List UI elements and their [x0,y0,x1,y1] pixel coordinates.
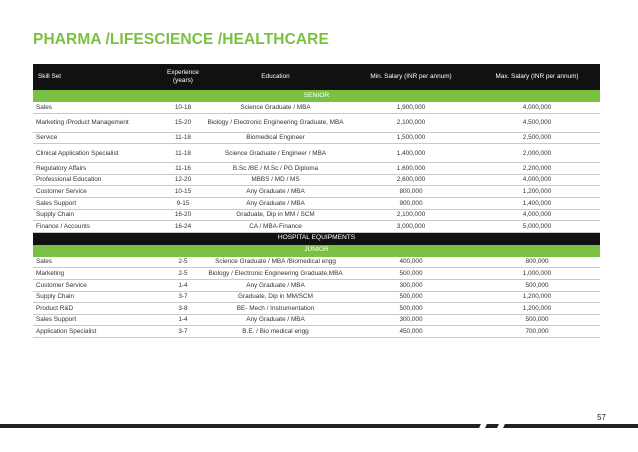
section-band-hospital-equipments [33,232,600,244]
table-header-row [33,64,600,90]
cell-max-salary: 2,000,000 [474,144,600,163]
page-number: 57 [597,413,606,422]
cell-min-salary: 900,000 [348,197,474,209]
cell-experience: 10-18 [163,102,203,114]
table-row [33,113,600,132]
footer-rule [0,424,638,428]
cell-experience: 2-5 [163,268,203,280]
header-skill-set: Skill Set [33,64,163,90]
cell-education: BE- Mech / Instrumentation [203,303,348,315]
section-band-senior [33,90,600,102]
cell-skill: Supply Chain [33,291,163,303]
cell-skill: Service [33,132,163,144]
cell-education: Any Graduate / MBA [203,279,348,291]
cell-max-salary: 500,000 [474,279,600,291]
cell-min-salary: 2,100,000 [348,113,474,132]
table-row [33,174,600,186]
cell-min-salary: 500,000 [348,268,474,280]
cell-experience: 11-18 [163,132,203,144]
cell-education: Science Graduate / MBA [203,102,348,114]
header-max-salary: Max. Salary (INR per annum) [474,64,600,90]
cell-max-salary: 1,200,000 [474,291,600,303]
cell-experience: 1-4 [163,314,203,326]
cell-max-salary: 5,000,000 [474,221,600,233]
table-row [33,326,600,338]
cell-education: Any Graduate / MBA [203,314,348,326]
table-row [33,291,600,303]
cell-max-salary: 4,000,000 [474,102,600,114]
header-experience: Experience (years) [163,64,203,90]
cell-skill: Sales [33,102,163,114]
cell-max-salary: 2,500,000 [474,132,600,144]
cell-experience: 16-20 [163,209,203,221]
cell-skill: Application Specialist [33,326,163,338]
cell-min-salary: 450,000 [348,326,474,338]
cell-min-salary: 1,400,000 [348,144,474,163]
cell-experience: 15-20 [163,113,203,132]
salary-table [33,64,600,338]
cell-education: Biology / Electronic Engineering Graduate,MBA [203,268,348,280]
cell-experience: 9-15 [163,197,203,209]
cell-max-salary: 500,000 [474,314,600,326]
cell-max-salary: 4,500,000 [474,113,600,132]
cell-experience: 12-20 [163,174,203,186]
section-label-senior: SENIOR [33,90,600,102]
cell-skill: Supply Chain [33,209,163,221]
header-education: Education [203,64,348,90]
table-row [33,303,600,315]
table-row [33,186,600,198]
cell-education: B.E. / Bio medical engg [203,326,348,338]
cell-education: MBBS / MD / MS [203,174,348,186]
cell-education: Graduate, Dip in MM / SCM [203,209,348,221]
cell-max-salary: 4,000,000 [474,209,600,221]
cell-max-salary: 800,000 [474,256,600,268]
cell-experience: 3-7 [163,291,203,303]
cell-max-salary: 1,200,000 [474,186,600,198]
table-row [33,279,600,291]
cell-min-salary: 3,000,000 [348,221,474,233]
cell-min-salary: 1,600,000 [348,163,474,175]
table-row [33,102,600,114]
cell-experience: 3-8 [163,303,203,315]
section-label-hospital-equipments: HOSPITAL EQUIPMENTS [33,232,600,244]
table-row [33,197,600,209]
cell-min-salary: 400,000 [348,256,474,268]
cell-min-salary: 500,000 [348,291,474,303]
header-min-salary: Min. Salary (INR per annum) [348,64,474,90]
cell-skill: Customer Service [33,186,163,198]
table-row [33,144,600,163]
cell-min-salary: 500,000 [348,303,474,315]
cell-skill: Clinical Application Specialist [33,144,163,163]
section-label-junior: JUNIOR [33,244,600,256]
cell-experience: 2-5 [163,256,203,268]
table-row [33,256,600,268]
cell-min-salary: 2,600,000 [348,174,474,186]
cell-skill: Sales Support [33,197,163,209]
cell-skill: Regulatory Affairs [33,163,163,175]
cell-education: Biology / Electronic Engineering Graduate, MBA [203,113,348,132]
cell-max-salary: 700,000 [474,326,600,338]
cell-education: Graduate, Dip in MM/SCM [203,291,348,303]
cell-education: Science Graduate / Engineer / MBA [203,144,348,163]
table-row [33,268,600,280]
table-row [33,209,600,221]
cell-skill: Sales Support [33,314,163,326]
cell-min-salary: 800,000 [348,186,474,198]
cell-min-salary: 1,500,000 [348,132,474,144]
cell-skill: Sales [33,256,163,268]
cell-skill: Customer Service [33,279,163,291]
cell-max-salary: 2,200,000 [474,163,600,175]
cell-skill: Marketing /Product Management [33,113,163,132]
cell-education: Any Graduate / MBA [203,186,348,198]
cell-max-salary: 1,200,000 [474,303,600,315]
cell-education: B.Sc /BE / M.Sc / PG Diploma [203,163,348,175]
cell-skill: Professional Education [33,174,163,186]
cell-experience: 11-16 [163,163,203,175]
cell-min-salary: 2,100,000 [348,209,474,221]
cell-skill: Finance / Accounts [33,221,163,233]
cell-min-salary: 300,000 [348,279,474,291]
cell-experience: 10-15 [163,186,203,198]
cell-education: Biomedical Engineer [203,132,348,144]
cell-experience: 1-4 [163,279,203,291]
cell-min-salary: 300,000 [348,314,474,326]
cell-experience: 3-7 [163,326,203,338]
cell-education: Any Graduate / MBA [203,197,348,209]
page-title: PHARMA /LIFESCIENCE /HEALTHCARE [33,31,329,48]
cell-education: Science Graduate / MBA /Biomedical engg [203,256,348,268]
table-row [33,314,600,326]
table-row [33,132,600,144]
cell-max-salary: 4,000,000 [474,174,600,186]
cell-experience: 11-18 [163,144,203,163]
cell-max-salary: 1,400,000 [474,197,600,209]
cell-skill: Marketing [33,268,163,280]
cell-experience: 16-24 [163,221,203,233]
cell-max-salary: 1,000,000 [474,268,600,280]
table-row [33,221,600,233]
cell-education: CA / MBA-Finance [203,221,348,233]
cell-min-salary: 1,900,000 [348,102,474,114]
section-band-junior [33,244,600,256]
cell-skill: Product R&D [33,303,163,315]
table-row [33,163,600,175]
